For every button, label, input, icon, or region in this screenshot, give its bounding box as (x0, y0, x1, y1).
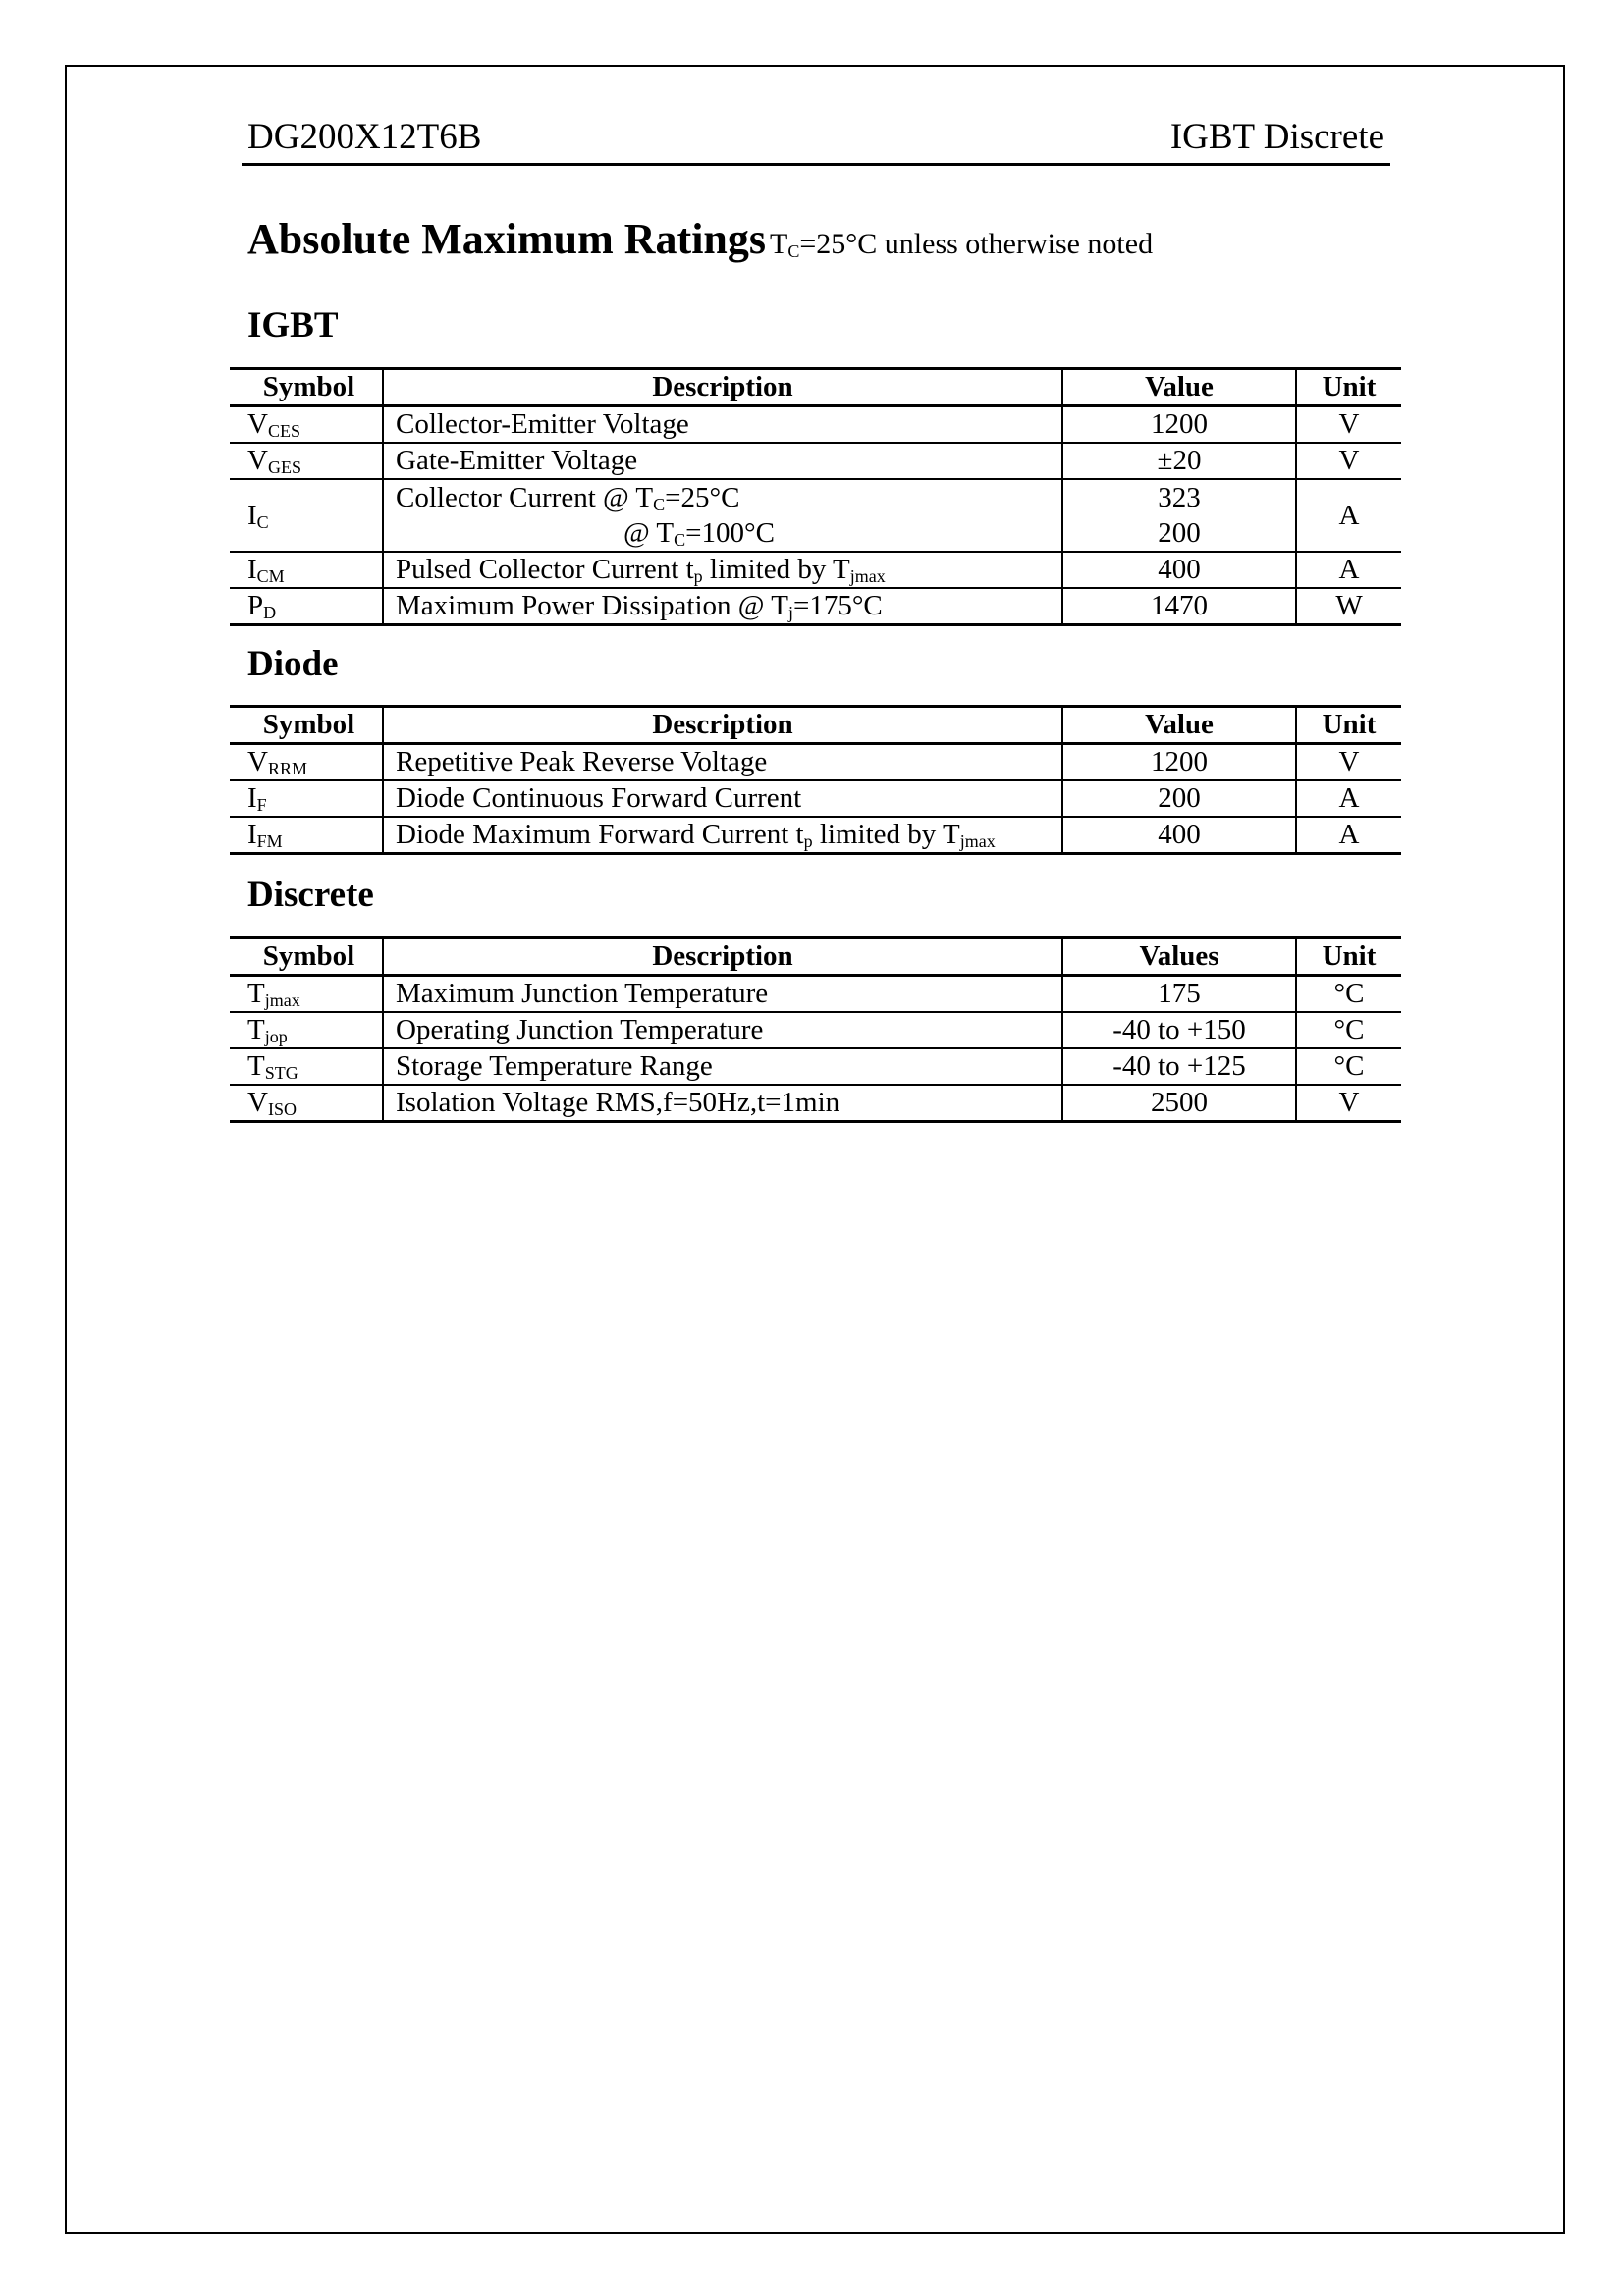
table-row (230, 1085, 1401, 1122)
description-cell: Gate-Emitter Voltage (383, 443, 1062, 479)
description-cell: Operating Junction Temperature (383, 1012, 1062, 1048)
column-header-unit: Unit (1296, 369, 1401, 406)
description-cell: Diode Continuous Forward Current (383, 780, 1062, 817)
table-header-row (230, 707, 1401, 744)
symbol-cell: $I_{CM}$ (230, 552, 383, 588)
description-cell: Collector-Emitter Voltage (383, 406, 1062, 444)
column-header-symbol: Symbol (230, 707, 383, 744)
value-cell: 1200 (1062, 744, 1296, 781)
unit-cell: A (1296, 817, 1401, 854)
description-line: @ $T_C=100^\circ C$ (623, 517, 775, 550)
table-row (230, 479, 1401, 552)
description-cell: Pulsed Collector Current $t_p$ limited by $T_{jmax}$ (383, 552, 1062, 588)
unit-cell: °C (1296, 1048, 1401, 1085)
symbol-cell: $I_{FM}$ (230, 817, 383, 854)
value-cell: 1470 (1062, 588, 1296, 625)
value-cell: 1200 (1062, 406, 1296, 444)
table-row (230, 780, 1401, 817)
unit-cell: °C (1296, 1012, 1401, 1048)
description-cell (383, 479, 1062, 552)
column-header-value: Value (1062, 369, 1296, 406)
page-title (247, 214, 1153, 264)
column-header-value: Values (1062, 938, 1296, 976)
column-header-symbol: Symbol (230, 369, 383, 406)
table-header-row (230, 938, 1401, 976)
table-row (230, 552, 1401, 588)
symbol-cell: $T_{jmax}$ (230, 976, 383, 1013)
unit-cell: V (1296, 1085, 1401, 1122)
section-heading-diode: Diode (247, 644, 339, 684)
value-cell: 400 (1062, 552, 1296, 588)
column-header-description: Description (383, 707, 1062, 744)
symbol-cell: $T_{STG}$ (230, 1048, 383, 1085)
column-header-unit: Unit (1296, 707, 1401, 744)
symbol-cell: $I_C$ (230, 479, 383, 552)
description-cell: Repetitive Peak Reverse Voltage (383, 744, 1062, 781)
section-heading-discrete: Discrete (247, 875, 374, 915)
part-number: DG200X12T6B (247, 117, 482, 157)
table-header-row (230, 369, 1401, 406)
symbol-cell: $I_F$ (230, 780, 383, 817)
table-row (230, 1012, 1401, 1048)
description-cell: Isolation Voltage RMS,f=50Hz,t=1min (383, 1085, 1062, 1122)
table-row (230, 588, 1401, 625)
value-cell: -40 to +150 (1062, 1012, 1296, 1048)
unit-cell: V (1296, 406, 1401, 444)
unit-cell: °C (1296, 976, 1401, 1013)
title-condition: $T_C=25^\circ C$ unless otherwise noted (770, 228, 1154, 261)
table-row (230, 976, 1401, 1013)
symbol-cell: $V_{RRM}$ (230, 744, 383, 781)
product-type: IGBT Discrete (1169, 117, 1384, 157)
symbol-cell: $P_D$ (230, 588, 383, 625)
value-cell: 200 (1062, 780, 1296, 817)
diode-ratings-table (230, 705, 1401, 855)
column-header-unit: Unit (1296, 938, 1401, 976)
unit-cell: A (1296, 479, 1401, 552)
igbt-ratings-table (230, 367, 1401, 626)
discrete-ratings-table (230, 936, 1401, 1123)
table-row (230, 406, 1401, 444)
unit-cell: V (1296, 443, 1401, 479)
unit-cell: W (1296, 588, 1401, 625)
value-cell: 323 200 (1062, 479, 1296, 552)
value-cell: 400 (1062, 817, 1296, 854)
column-header-value: Value (1062, 707, 1296, 744)
column-header-description: Description (383, 938, 1062, 976)
unit-cell: V (1296, 744, 1401, 781)
description-cell: Maximum Junction Temperature (383, 976, 1062, 1013)
symbol-cell: $T_{jop}$ (230, 1012, 383, 1048)
table-row (230, 817, 1401, 854)
table-row (230, 443, 1401, 479)
description-line: Collector Current @ $T_C=25^\circ C$ (396, 482, 740, 514)
symbol-cell: $V_{CES}$ (230, 406, 383, 444)
section-heading-igbt: IGBT (247, 305, 339, 346)
unit-cell: A (1296, 780, 1401, 817)
value-cell: ±20 (1062, 443, 1296, 479)
title-main: Absolute Maximum Ratings (247, 215, 767, 263)
description-cell: Diode Maximum Forward Current $t_p$ limited by $T_{jmax}$ (383, 817, 1062, 854)
table-row (230, 744, 1401, 781)
symbol-cell: $V_{ISO}$ (230, 1085, 383, 1122)
symbol-cell: $V_{GES}$ (230, 443, 383, 479)
column-header-symbol: Symbol (230, 938, 383, 976)
value-cell: -40 to +125 (1062, 1048, 1296, 1085)
description-cell: Maximum Power Dissipation @ $T_j=175^\circ C$ (383, 588, 1062, 625)
value-cell: 2500 (1062, 1085, 1296, 1122)
page-header (242, 114, 1390, 166)
value-cell: 175 (1062, 976, 1296, 1013)
description-cell: Storage Temperature Range (383, 1048, 1062, 1085)
unit-cell: A (1296, 552, 1401, 588)
column-header-description: Description (383, 369, 1062, 406)
table-row (230, 1048, 1401, 1085)
